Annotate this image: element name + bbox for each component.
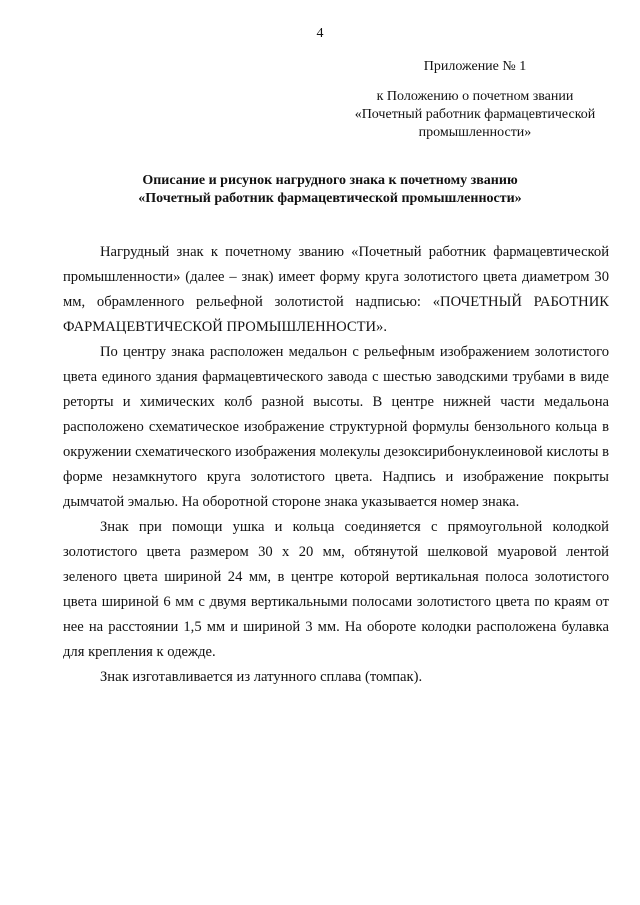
heading-line-1: Описание и рисунок нагрудного знака к почетному званию (142, 173, 518, 188)
paragraph-1: Нагрудный знак к почетному званию «Почетный работник фармацевтической промышленности» (далее – знак) имеет форму круга золотистого цвета диаметром 30 мм, обрамленного рельефной золотистой надписью: «ПОЧЕТНЫЙ РАБОТНИК ФАРМАЦЕВТИЧЕСКОЙ ПРОМЫШЛЕННОСТИ». (63, 244, 609, 335)
appendix-line-1: к Положению о почетном звании (376, 89, 574, 104)
appendix-line-2: «Почетный работник фармацевтической (354, 107, 596, 122)
appendix-line-3: промышленности» (418, 125, 532, 140)
document-heading (60, 172, 600, 208)
appendix-block (340, 58, 610, 142)
heading-line-2: «Почетный работник фармацевтической промышленности» (138, 191, 522, 206)
paragraph-4: Знак изготавливается из латунного сплава (томпак). (100, 669, 423, 685)
page-number: 4 (316, 26, 324, 41)
body-text (63, 240, 609, 690)
appendix-title: Приложение № 1 (423, 59, 527, 74)
paragraph-2: По центру знака расположен медальон с рельефным изображением золотистого цвета единого здания фармацевтического завода с шестью заводскими трубами в виде реторты и химических колб разной высоты. В центре нижней части медальона расположено схематическое изображение структурной формулы бензольного кольца в окружении схематического изображения молекулы дезоксирибонуклеиновой кислоты в форме незамкнутого круга золотистого цвета. Надпись и изображение покрыты дымчатой эмалью. На оборотной стороне знака указывается номер знака. (63, 344, 609, 510)
paragraph-3: Знак при помощи ушка и кольца соединяется с прямоугольной колодкой золотистого цвета размером 30 х 20 мм, обтянутой шелковой муаровой лентой зеленого цвета шириной 24 мм, в центре которой вертикальная полоса золотистого цвета шириной 6 мм с двумя вертикальными полосами золотистого цвета по краям от нее на расстоянии 1,5 мм и шириной 3 мм. На обороте колодки расположена булавка для крепления к одежде. (63, 519, 609, 660)
